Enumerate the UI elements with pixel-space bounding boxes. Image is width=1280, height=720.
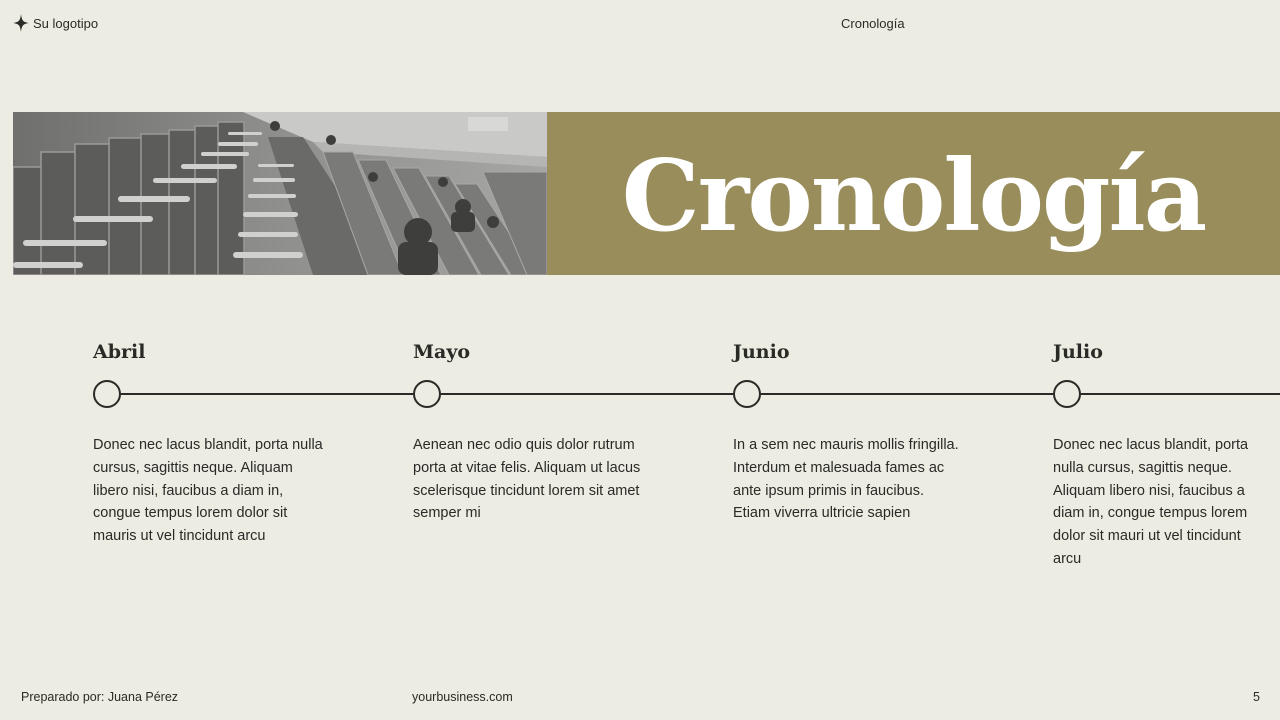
timeline-item-mayo bbox=[413, 340, 673, 522]
milestone-description: In a sem nec mauris mollis fringilla. Interdum et malesuada fames ac ante ipsum primis in faucibus. Etiam viverra ultricie sapien bbox=[733, 437, 959, 522]
milestone-month: Abril bbox=[93, 341, 146, 363]
timeline-circle-icon bbox=[1053, 380, 1081, 408]
four-point-star-icon bbox=[13, 14, 29, 32]
page-number: 5 bbox=[1253, 690, 1260, 704]
footer-prepared-by: Preparado por: Juana Pérez bbox=[21, 690, 179, 704]
milestone-description: Aenean nec odio quis dolor rutrum porta at vitae felis. Aliquam ut lacus scelerisque tincidunt lorem sit amet semper mi bbox=[413, 437, 641, 522]
milestone-description: Donec nec lacus blandit, porta nulla cursus, sagittis neque. Aliquam libero nisi, faucibus a diam in, congue tempus lorem dolor sit mauris ut vel tincidunt arcu bbox=[93, 437, 323, 545]
logo-text: Su logotipo bbox=[33, 15, 99, 31]
page-title: Cronología bbox=[621, 139, 1206, 254]
timeline-line bbox=[107, 393, 1280, 395]
milestone-month: Mayo bbox=[413, 341, 471, 363]
timeline-item-junio bbox=[733, 340, 993, 522]
footer-website: yourbusiness.com bbox=[412, 690, 513, 704]
milestone-month: Julio bbox=[1053, 341, 1103, 363]
milestone-month: Junio bbox=[733, 341, 790, 363]
auditorium-seats-photo bbox=[13, 112, 547, 275]
milestone-description: Donec nec lacus blandit, porta nulla cursus, sagittis neque. Aliquam libero nisi, faucibus a diam in, congue tempus lorem dolor sit mauri ut vel tincidunt arcu bbox=[1053, 437, 1249, 567]
timeline-item-abril bbox=[93, 340, 353, 545]
timeline-circle-icon bbox=[413, 380, 441, 408]
timeline-circle-icon bbox=[93, 380, 121, 408]
timeline-item-julio bbox=[1053, 340, 1280, 567]
section-title: Cronología bbox=[841, 16, 905, 31]
timeline-circle-icon bbox=[733, 380, 761, 408]
logo bbox=[13, 14, 98, 32]
